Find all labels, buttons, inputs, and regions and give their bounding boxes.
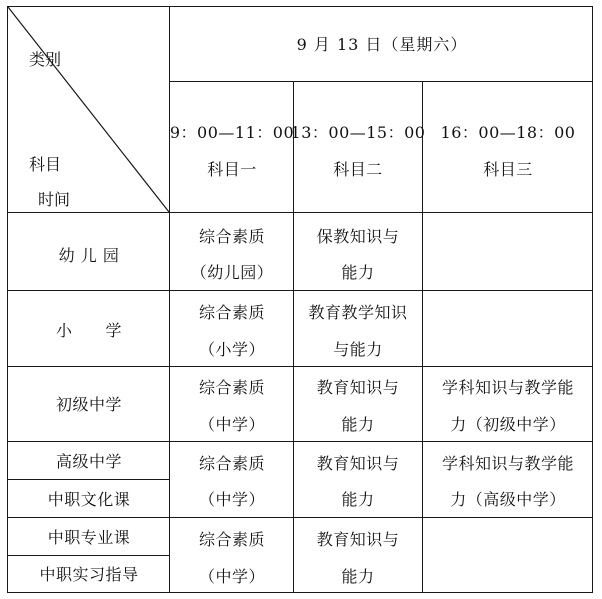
row-vocational-subject1-line1: 综合素质 — [198, 530, 266, 549]
row-senior-subject1-line2: （中学） — [198, 490, 266, 509]
corner-time-label: 时间 — [38, 190, 71, 209]
row-senior-subject1-line1: 综合素质 — [198, 454, 266, 473]
row-kindergarten-subject1-line1: 综合素质 — [198, 227, 266, 246]
row-primary-subject1-line1: 综合素质 — [198, 303, 266, 322]
date-header: 9 月 13 日（星期六） — [296, 35, 468, 54]
row-vocational-category-line2: 中职实习指导 — [39, 565, 139, 584]
row-junior-subject3-line1: 学科知识与教学能 — [441, 378, 575, 397]
row-vocational-subject1-line2: （中学） — [198, 567, 266, 586]
row-junior-subject1-line2: （中学） — [198, 415, 266, 434]
row-junior-subject2-line2: 能力 — [341, 415, 375, 434]
row-senior-subject3-line1: 学科知识与教学能 — [441, 454, 575, 473]
session-3-time: 16：00—18：00 — [440, 123, 576, 142]
row-kindergarten-subject2-line2: 能力 — [341, 263, 375, 282]
row-junior-category: 初级中学 — [55, 395, 123, 414]
row-junior-subject3-line2: 力（初级中学） — [450, 415, 566, 434]
row-kindergarten-subject1-line2: （幼儿园） — [190, 263, 274, 282]
session-3-subject: 科目三 — [483, 160, 533, 179]
session-1-subject: 科目一 — [207, 160, 257, 179]
row-vocational-subject2-line2: 能力 — [341, 567, 375, 586]
row-junior-subject2-line1: 教育知识与 — [316, 378, 400, 397]
session-2-subject: 科目二 — [333, 160, 383, 179]
row-junior-subject1-line1: 综合素质 — [198, 378, 266, 397]
session-1-time: 9：00—11：00 — [169, 123, 295, 142]
row-vocational-subject2-line1: 教育知识与 — [316, 530, 400, 549]
corner-category-label: 类别 — [29, 50, 62, 69]
session-2-time: 13：00—15：00 — [290, 123, 426, 142]
row-senior-category-line2: 中职文化课 — [47, 490, 131, 509]
row-primary-subject2-line2: 与能力 — [333, 340, 383, 359]
corner-subject-label: 科目 — [29, 155, 62, 174]
row-senior-subject3-line2: 力（高级中学） — [450, 490, 566, 509]
row-primary-subject2-line1: 教育教学知识 — [308, 303, 408, 322]
row-senior-subject2-line1: 教育知识与 — [316, 454, 400, 473]
row-kindergarten-category: 幼 儿 园 — [58, 246, 120, 265]
row-kindergarten-subject2-line1: 保教知识与 — [316, 227, 400, 246]
row-senior-category-line1: 高级中学 — [55, 452, 123, 471]
row-vocational-category-line1: 中职专业课 — [47, 528, 131, 547]
row-primary-category: 小 学 — [55, 321, 123, 340]
row-senior-subject2-line2: 能力 — [341, 490, 375, 509]
row-primary-subject1-line2: （小学） — [198, 340, 266, 359]
